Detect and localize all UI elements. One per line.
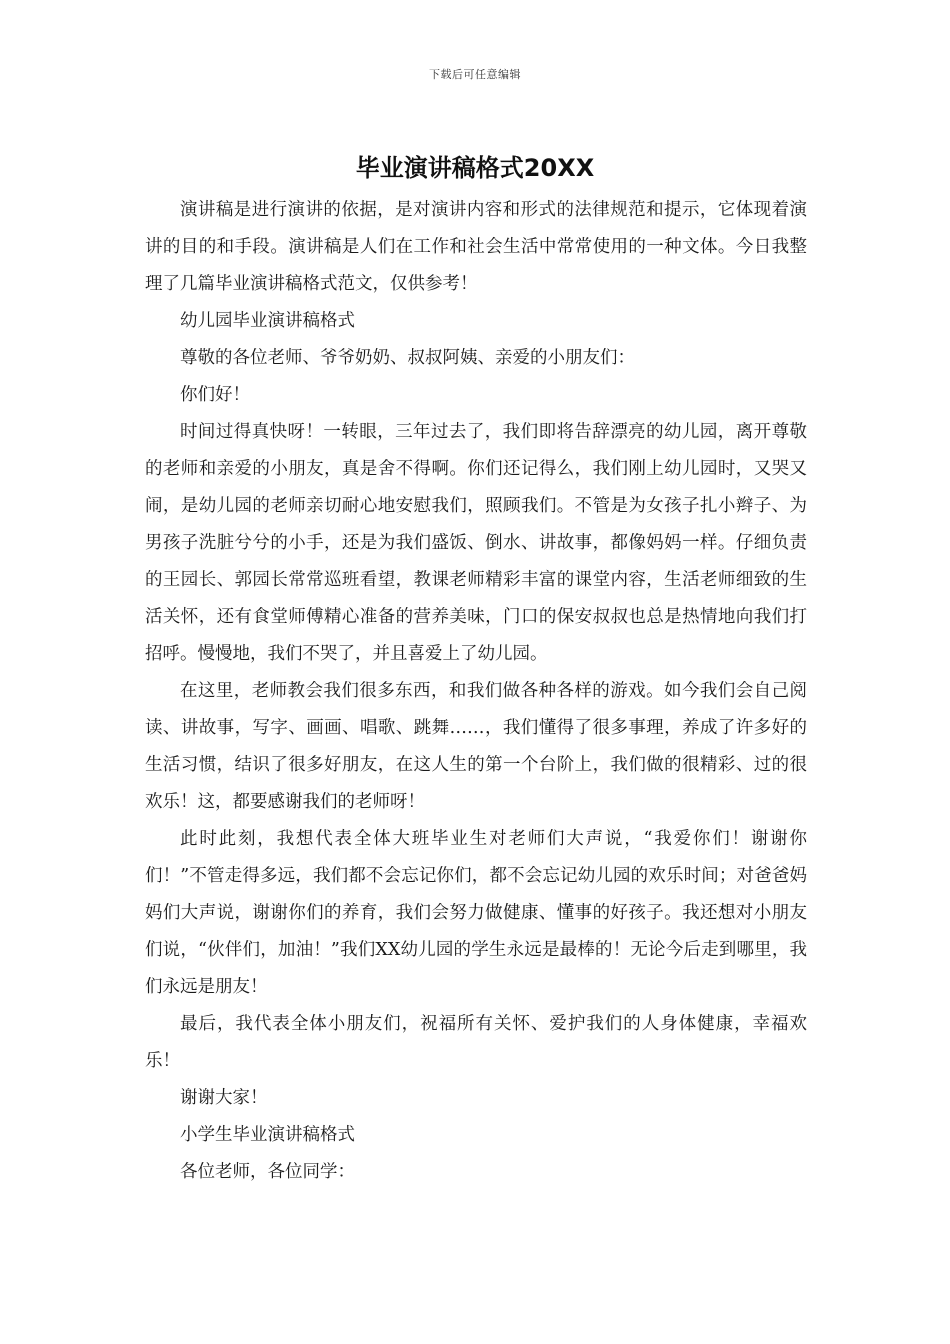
document-body xyxy=(145,192,807,1191)
closing-paragraph: 最后，我代表全体小朋友们，祝福所有关怀、爱护我们的人身体健康，幸福欢乐！ xyxy=(145,1014,807,1071)
intro-paragraph: 演讲稿是进行演讲的依据，是对演讲内容和形式的法律规范和提示，它体现着演讲的目的和手段。演讲稿是人们在工作和社会生活中常常使用的一种文体。今日我整理了几篇毕业演讲稿格式范文，仅供参考！ xyxy=(145,200,807,294)
thanks-line: 谢谢大家！ xyxy=(180,1088,268,1108)
greeting: 你们好！ xyxy=(180,385,250,405)
document-title: 毕业演讲稿格式20XX xyxy=(355,154,595,182)
section-heading-primary: 小学生毕业演讲稿格式 xyxy=(180,1125,355,1145)
body-paragraph: 时间过得真快呀！一转眼，三年过去了，我们即将告辞漂亮的幼儿园，离开尊敬的老师和亲爱的小朋友，真是舍不得啊。你们还记得么，我们刚上幼儿园时，又哭又闹，是幼儿园的老师亲切耐心地安慰我们，照顾我们。不管是为女孩子扎小辫子、为男孩子洗脏兮兮的小手，还是为我们盛饭、倒水、讲故事，都像妈妈一样。仔细负责的王园长、郭园长常常巡班看望，教课老师精彩丰富的课堂内容，生活老师细致的生活关怀，还有食堂师傅精心准备的营养美味，门口的保安叔叔也总是热情地向我们打招呼。慢慢地，我们不哭了，并且喜爱上了幼儿园。 xyxy=(145,422,807,664)
page-header-note: 下载后可任意编辑 xyxy=(429,68,521,81)
salutation: 尊敬的各位老师、爷爷奶奶、叔叔阿姨、亲爱的小朋友们： xyxy=(180,348,635,368)
body-paragraph: 此时此刻，我想代表全体大班毕业生对老师们大声说，“我爱你们！谢谢你们！”不管走得多远，我们都不会忘记你们，都不会忘记幼儿园的欢乐时间；对爸爸妈妈们大声说，谢谢你们的养育，我们会努力做健康、懂事的好孩子。我还想对小朋友们说，“伙伴们，加油！”我们XX幼儿园的学生永远是最棒的！无论今后走到哪里，我们永远是朋友！ xyxy=(145,829,807,997)
body-paragraph: 在这里，老师教会我们很多东西，和我们做各种各样的游戏。如今我们会自己阅读、讲故事，写字、画画、唱歌、跳舞……，我们懂得了很多事理，养成了许多好的生活习惯，结识了很多好朋友，在这人生的第一个台阶上，我们做的很精彩、过的很欢乐！这，都要感谢我们的老师呀！ xyxy=(145,681,807,812)
salutation: 各位老师，各位同学： xyxy=(180,1162,355,1182)
section-heading-kindergarten: 幼儿园毕业演讲稿格式 xyxy=(180,311,355,331)
